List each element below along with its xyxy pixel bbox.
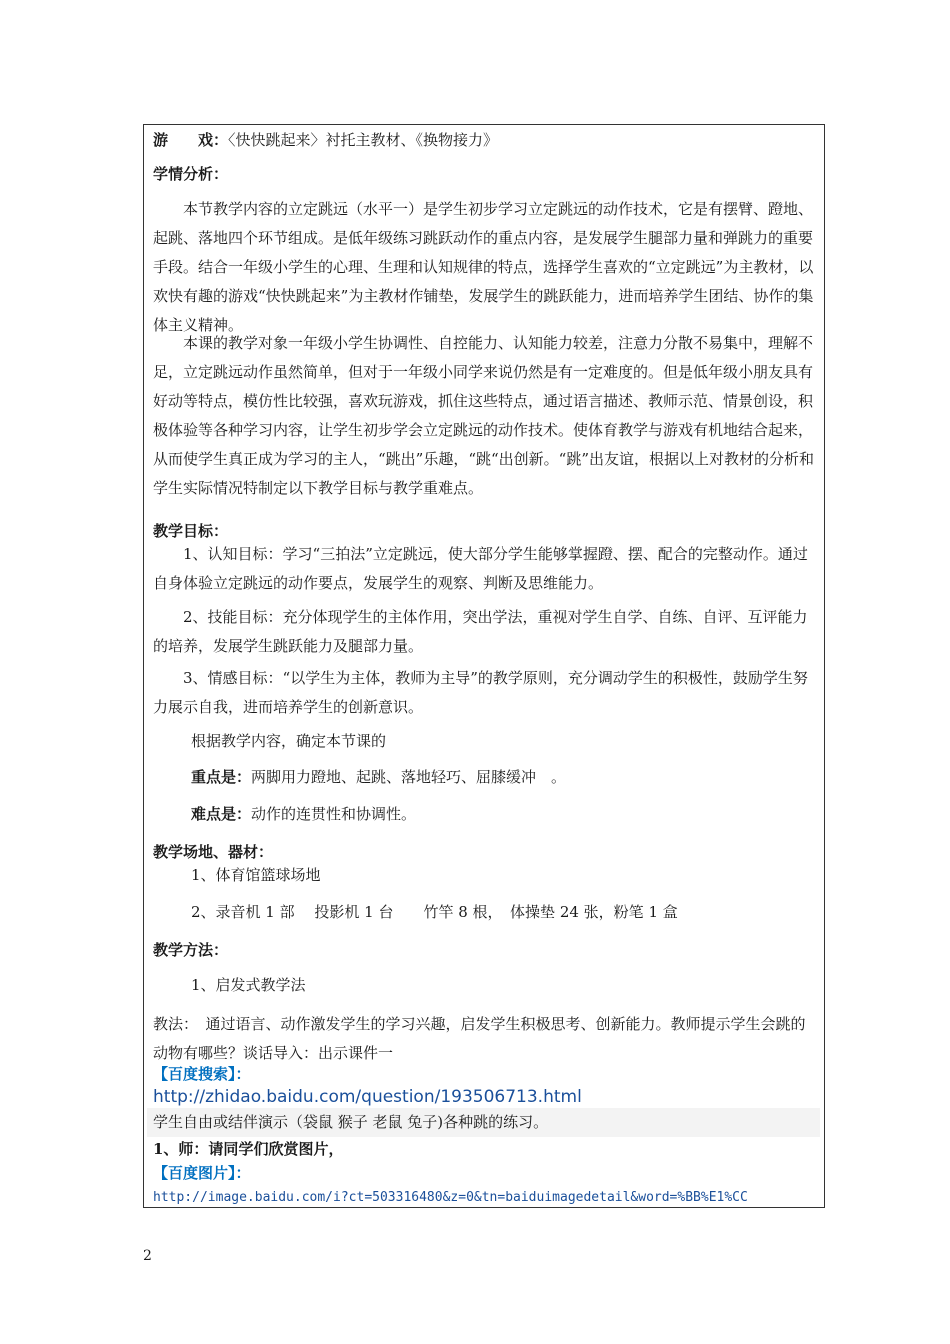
difficulty-line [191,800,416,829]
demo-text: 学生自由或结伴演示（袋鼠 猴子 老鼠 兔子)各种跳的练习。 [147,1108,820,1137]
key-point-text: 两脚用力蹬地、起跳、落地轻巧、屈膝缓冲 。 [251,768,567,786]
analysis-heading: 学情分析： [153,165,229,183]
goals-heading: 教学目标： [153,522,229,540]
analysis-paragraph-1: 本节教学内容的立定跳远（水平一）是学生初步学习立定跳远的动作技术，它是有摆臂、蹬地、起跳、落地四个环节组成。是低年级练习跳跃动作的重点内容，是发展学生腿部力量和弹跳力的重要手段。结合一年级小学生的心理、生理和认知规律的特点，选择学生喜欢的“立定跳远”为主教材，以欢快有趣的游戏“快快跳起来”为主教材作铺垫，发展学生的跳跃能力，进而培养学生团结、协作的集体主义精神。 [153,200,814,334]
goal-cognitive: 1、认知目标：学习“三拍法”立定跳远，使大部分学生能够掌握蹬、摆、配合的完整动作。通过自身体验立定跳远的动作要点，发展学生的观察、判断及思维能力。 [153,545,808,592]
goal-skill: 2、技能目标：充分体现学生的主体作用，突出学法，重视对学生自学、自练、自评、互评能力的培养，发展学生跳跃能力及腿部力量。 [153,608,808,655]
baidu-image-label: 【百度图片】： [153,1164,251,1182]
method-paragraph: 教法： 通过语言、动作激发学生的学习兴趣，启发学生积极思考、创新能力。教师提示学生会跳的动物有哪些？谈话导入：出示课件一 [153,1015,806,1062]
page-number: 2 [143,1248,152,1264]
baidu-search-label: 【百度搜索】： [153,1065,251,1083]
baidu-image-link[interactable]: http://image.baidu.com/i?ct=503316480&z=0&tn=baiduimagedetail&word=%BB%E1%CC [153,1190,748,1205]
difficulty-label: 难点是： [191,805,252,823]
teacher-line: 1、师：请同学们欣赏图片， [153,1140,344,1158]
baidu-search-link[interactable]: http://zhidao.baidu.com/question/193506713.html [153,1087,582,1107]
key-point-label: 重点是： [191,768,252,786]
game-line [153,126,498,155]
difficulty-text: 动作的连贯性和协调性。 [251,805,417,823]
methods-heading: 教学方法： [153,941,229,959]
game-label: 游 戏： [153,131,229,149]
venue-item-1: 1、体育馆篮球场地 [191,866,321,884]
goals-intro: 根据教学内容，确定本节课的 [191,732,387,750]
venue-heading: 教学场地、器材： [153,843,274,861]
venue-item-2: 2、录音机 1 部 投影机 1 台 竹竿 8 根， 体操垫 24 张，粉笔 1 盒 [191,903,678,921]
method-item-1: 1、启发式教学法 [191,976,306,994]
analysis-paragraph-2: 本课的教学对象一年级小学生协调性、自控能力、认知能力较差，注意力分散不易集中，理解不足，立定跳远动作虽然简单，但对于一年级小同学来说仍然是有一定难度的。但是低年级小朋友具有好动等特点，模仿性比较强，喜欢玩游戏，抓住这些特点，通过语言描述、教师示范、情景创设，积极体验等各种学习内容，让学生初步学会立定跳远的动作技术。使体育教学与游戏有机地结合起来，从而使学生真正成为学习的主人，“跳出”乐趣，“跳“出创新。“跳”出友谊，根据以上对教材的分析和学生实际情况特制定以下教学目标与教学重难点。 [153,334,815,497]
game-text: 〈快快跳起来〉衬托主教材、《换物接力》 [228,131,499,149]
goal-emotion: 3、情感目标：“以学生为主体，教师为主导”的教学原则，充分调动学生的积极性，鼓励学生努力展示自我，进而培养学生的创新意识。 [153,669,808,716]
key-point-line [191,763,566,792]
